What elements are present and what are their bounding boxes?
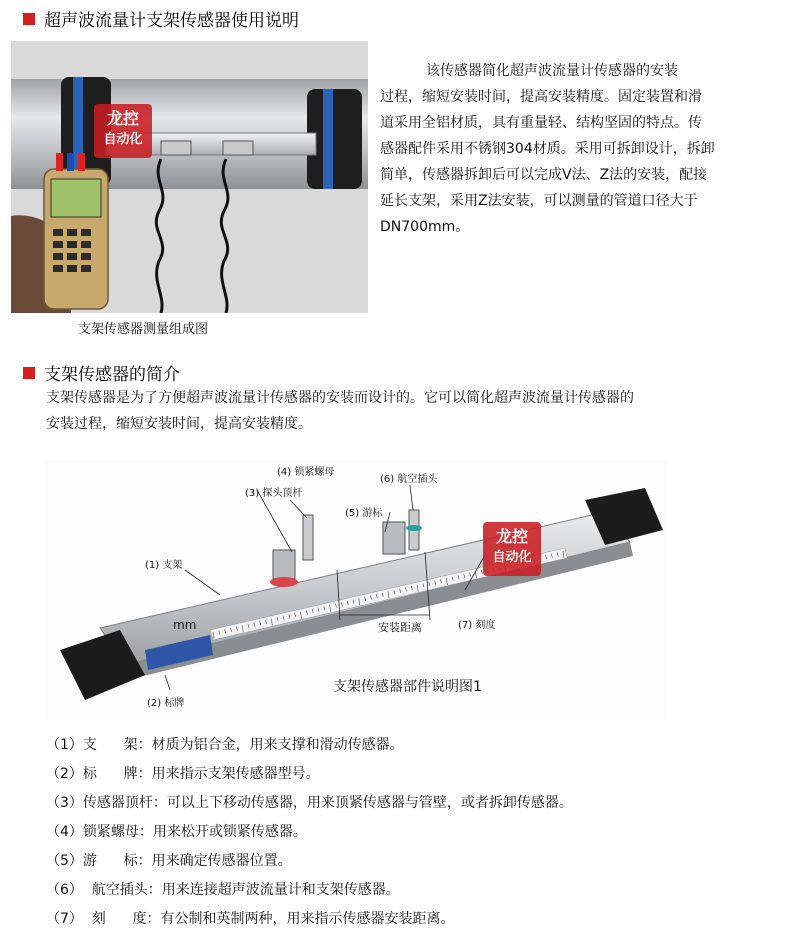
description-line: 该传感器简化超声波流量计传感器的安装 — [426, 63, 678, 79]
watermark-badge: 龙控 自动化 — [483, 522, 541, 576]
measurement-setup-illustration — [11, 41, 368, 313]
spec-item: （2）标 牌：用来指示支架传感器型号。 — [46, 766, 320, 782]
description-line: 过程，缩短安装时间，提高安装精度。固定装置和滑 — [380, 89, 702, 105]
red-square-icon — [23, 13, 35, 25]
spec-item: （6） 航空插头：用来连接超声波流量计和支架传感器。 — [46, 882, 400, 898]
section-title-intro — [23, 360, 180, 385]
spec-item: （7） 刻 度：有公制和英制两种，用来指示传感器安装距离。 — [46, 911, 455, 927]
section-title-text: 支架传感器的简介 — [44, 365, 180, 385]
red-square-icon — [23, 367, 35, 379]
watermark-badge: 龙控 自动化 — [94, 104, 152, 158]
label-lock-nut: (4) 锁紧螺母 — [277, 467, 335, 478]
product-description — [380, 58, 775, 240]
label-cursor: (5) 游标 — [345, 508, 383, 519]
spec-item: （3）传感器顶杆：可以上下移动传感器，用来顶紧传感器与管壁，或者拆卸传感器。 — [46, 795, 573, 811]
label-bracket: (1) 支架 — [145, 560, 183, 571]
label-install-distance: 安装距离 — [378, 621, 422, 634]
section-title-usage — [23, 6, 299, 31]
probe-rod — [303, 515, 313, 560]
description-line: 感器配件采用不锈钢304材质。采用可拆卸设计，拆卸 — [380, 141, 715, 157]
intro-line: 支架传感器是为了方便超声波流量计传感器的安装而设计的。它可以简化超声波流量计传感器的 — [46, 390, 634, 406]
component-spec-list — [46, 731, 573, 928]
label-probe-rod: (3) 探头顶杆 — [245, 488, 303, 499]
spec-item: （4）锁紧螺母：用来松开或锁紧传感器。 — [46, 824, 307, 840]
section-title-text: 超声波流量计支架传感器使用说明 — [44, 11, 299, 31]
label-nameplate: (2) 标牌 — [147, 698, 185, 709]
label-scale: (7) 刻度 — [458, 620, 496, 631]
measurement-setup-photo — [11, 41, 368, 313]
components-caption: 支架传感器部件说明图1 — [333, 679, 482, 695]
description-line: DN700mm。 — [380, 219, 470, 235]
bracket-components-diagram — [45, 460, 667, 722]
spec-item: （5）游 标：用来确定传感器位置。 — [46, 853, 292, 869]
spec-item: （1）支 架：材质为铝合金，用来支撑和滑动传感器。 — [46, 737, 404, 753]
scale-unit: mm — [173, 618, 197, 632]
intro-paragraph — [46, 385, 766, 437]
intro-line: 安装过程，缩短安装时间，提高安装精度。 — [46, 416, 312, 432]
description-line: 延长支架，采用Z法安装，可以测量的管道口径大于 — [380, 193, 698, 209]
label-plug: (6) 航空插头 — [380, 474, 438, 485]
description-line: 简单，传感器拆卸后可以完成V法、Z法的安装，配接 — [380, 167, 708, 183]
description-line: 道采用全铝材质，具有重量轻、结构坚固的特点。传 — [380, 115, 702, 131]
measurement-setup-caption: 支架传感器测量组成图 — [78, 322, 209, 337]
